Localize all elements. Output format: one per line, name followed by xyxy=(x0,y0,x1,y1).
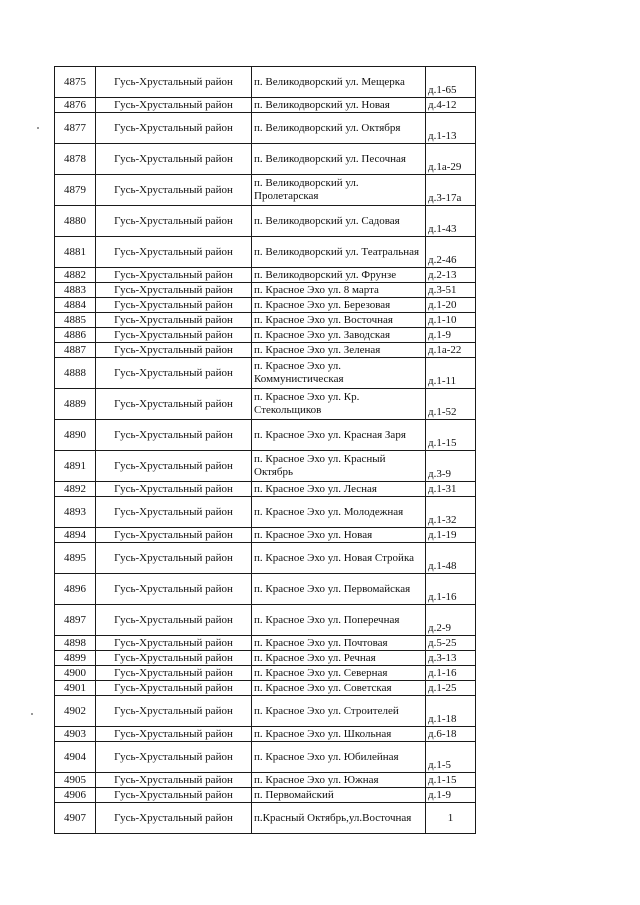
cell-number: 4900 xyxy=(55,666,96,681)
cell-district: Гусь-Хрустальный район xyxy=(96,237,252,268)
cell-address: п. Великодворский ул. Мещерка xyxy=(252,67,426,98)
cell-number: 4875 xyxy=(55,67,96,98)
cell-address: п. Красное Эхо ул. 8 марта xyxy=(252,283,426,298)
cell-number: 4880 xyxy=(55,206,96,237)
cell-house-range: д.2-46 xyxy=(426,237,476,268)
cell-number: 4893 xyxy=(55,497,96,528)
cell-district: Гусь-Хрустальный район xyxy=(96,666,252,681)
cell-number: 4888 xyxy=(55,358,96,389)
cell-number: 4881 xyxy=(55,237,96,268)
cell-address: п. Красное Эхо ул. Коммунистическая xyxy=(252,358,426,389)
cell-address: п. Красное Эхо ул. Школьная xyxy=(252,727,426,742)
cell-district: Гусь-Хрустальный район xyxy=(96,742,252,773)
table-row xyxy=(55,773,476,788)
cell-address: п. Красное Эхо ул. Речная xyxy=(252,651,426,666)
cell-house-range: д.3-17а xyxy=(426,175,476,206)
cell-number: 4898 xyxy=(55,636,96,651)
cell-house-range: д.1-16 xyxy=(426,574,476,605)
cell-district: Гусь-Хрустальный район xyxy=(96,636,252,651)
table-row xyxy=(55,574,476,605)
cell-address: п. Красное Эхо ул. Новая Стройка xyxy=(252,543,426,574)
cell-district: Гусь-Хрустальный район xyxy=(96,420,252,451)
cell-house-range: д.1-31 xyxy=(426,482,476,497)
cell-district: Гусь-Хрустальный район xyxy=(96,283,252,298)
table-row xyxy=(55,298,476,313)
cell-number: 4899 xyxy=(55,651,96,666)
cell-house-range: д.3-13 xyxy=(426,651,476,666)
cell-number: 4878 xyxy=(55,144,96,175)
cell-house-range: д.1-25 xyxy=(426,681,476,696)
cell-district: Гусь-Хрустальный район xyxy=(96,497,252,528)
cell-house-range: д.6-18 xyxy=(426,727,476,742)
cell-district: Гусь-Хрустальный район xyxy=(96,651,252,666)
table-row xyxy=(55,389,476,420)
cell-district: Гусь-Хрустальный район xyxy=(96,343,252,358)
table-row xyxy=(55,651,476,666)
cell-house-range: д.1-20 xyxy=(426,298,476,313)
cell-district: Гусь-Хрустальный район xyxy=(96,543,252,574)
cell-number: 4896 xyxy=(55,574,96,605)
cell-number: 4904 xyxy=(55,742,96,773)
cell-number: 4887 xyxy=(55,343,96,358)
table-row xyxy=(55,313,476,328)
cell-address: п. Красное Эхо ул. Красный Октябрь xyxy=(252,451,426,482)
cell-address: п. Великодворский ул. Октября xyxy=(252,113,426,144)
cell-address: п. Великодворский ул. Садовая xyxy=(252,206,426,237)
cell-district: Гусь-Хрустальный район xyxy=(96,482,252,497)
table-row xyxy=(55,636,476,651)
cell-address: п. Великодворский ул. Пролетарская xyxy=(252,175,426,206)
cell-address: п. Красное Эхо ул. Почтовая xyxy=(252,636,426,651)
table-row xyxy=(55,144,476,175)
cell-district: Гусь-Хрустальный район xyxy=(96,727,252,742)
cell-district: Гусь-Хрустальный район xyxy=(96,328,252,343)
cell-number: 4901 xyxy=(55,681,96,696)
cell-house-range: д.1-9 xyxy=(426,788,476,803)
cell-number: 4885 xyxy=(55,313,96,328)
table-row xyxy=(55,742,476,773)
cell-house-range: д.1а-22 xyxy=(426,343,476,358)
table-row xyxy=(55,497,476,528)
cell-address: п. Великодворский ул. Песочная xyxy=(252,144,426,175)
cell-house-range: д.1-15 xyxy=(426,420,476,451)
scan-speck xyxy=(31,713,33,715)
cell-number: 4882 xyxy=(55,268,96,283)
table-row xyxy=(55,420,476,451)
cell-house-range: д.1-5 xyxy=(426,742,476,773)
table-row xyxy=(55,451,476,482)
cell-address: п. Великодворский ул. Театральная xyxy=(252,237,426,268)
cell-house-range: д.1-48 xyxy=(426,543,476,574)
cell-district: Гусь-Хрустальный район xyxy=(96,773,252,788)
cell-district: Гусь-Хрустальный район xyxy=(96,268,252,283)
table-row xyxy=(55,237,476,268)
cell-number: 4902 xyxy=(55,696,96,727)
cell-house-range: д.1-18 xyxy=(426,696,476,727)
cell-address: п. Красное Эхо ул. Строителей xyxy=(252,696,426,727)
cell-address: п. Красное Эхо ул. Зеленая xyxy=(252,343,426,358)
table-row xyxy=(55,696,476,727)
cell-district: Гусь-Хрустальный район xyxy=(96,696,252,727)
cell-house-range: д.1-11 xyxy=(426,358,476,389)
cell-district: Гусь-Хрустальный район xyxy=(96,206,252,237)
cell-district: Гусь-Хрустальный район xyxy=(96,605,252,636)
cell-district: Гусь-Хрустальный район xyxy=(96,788,252,803)
table-row xyxy=(55,283,476,298)
cell-address: п. Красное Эхо ул. Березовая xyxy=(252,298,426,313)
table-row xyxy=(55,666,476,681)
cell-address: п. Красное Эхо ул. Южная xyxy=(252,773,426,788)
table-row xyxy=(55,788,476,803)
table-row xyxy=(55,67,476,98)
cell-district: Гусь-Хрустальный район xyxy=(96,389,252,420)
table-row xyxy=(55,681,476,696)
cell-number: 4877 xyxy=(55,113,96,144)
cell-house-range: д.1-19 xyxy=(426,528,476,543)
table-row xyxy=(55,528,476,543)
cell-district: Гусь-Хрустальный район xyxy=(96,144,252,175)
cell-number: 4879 xyxy=(55,175,96,206)
cell-district: Гусь-Хрустальный район xyxy=(96,175,252,206)
cell-house-range: д.1-13 xyxy=(426,113,476,144)
cell-house-range: д.1-43 xyxy=(426,206,476,237)
cell-address: п.Красный Октябрь,ул.Восточная xyxy=(252,803,426,834)
scan-speck xyxy=(37,127,39,129)
table-row xyxy=(55,543,476,574)
cell-number: 4889 xyxy=(55,389,96,420)
cell-number: 4895 xyxy=(55,543,96,574)
cell-address: п. Красное Эхо ул. Первомайская xyxy=(252,574,426,605)
cell-address: п. Красное Эхо ул. Лесная xyxy=(252,482,426,497)
cell-number: 4886 xyxy=(55,328,96,343)
cell-address: п. Великодворский ул. Новая xyxy=(252,98,426,113)
cell-district: Гусь-Хрустальный район xyxy=(96,358,252,389)
address-table xyxy=(54,66,476,834)
cell-district: Гусь-Хрустальный район xyxy=(96,113,252,144)
cell-address: п. Красное Эхо ул. Советская xyxy=(252,681,426,696)
cell-house-range: д.1-52 xyxy=(426,389,476,420)
cell-number: 4907 xyxy=(55,803,96,834)
cell-district: Гусь-Хрустальный район xyxy=(96,98,252,113)
cell-house-range: д.1-9 xyxy=(426,328,476,343)
cell-number: 4890 xyxy=(55,420,96,451)
table-row xyxy=(55,206,476,237)
table-row xyxy=(55,727,476,742)
cell-house-range: д.4-12 xyxy=(426,98,476,113)
cell-house-range: д.3-51 xyxy=(426,283,476,298)
cell-number: 4903 xyxy=(55,727,96,742)
cell-house-range: д.2-9 xyxy=(426,605,476,636)
cell-number: 4897 xyxy=(55,605,96,636)
table-row xyxy=(55,482,476,497)
table-row xyxy=(55,358,476,389)
cell-address: п. Красное Эхо ул. Юбилейная xyxy=(252,742,426,773)
cell-address: п. Красное Эхо ул. Новая xyxy=(252,528,426,543)
cell-address: п. Великодворский ул. Фрунзе xyxy=(252,268,426,283)
address-table-body xyxy=(55,67,476,834)
table-row xyxy=(55,343,476,358)
cell-address: п. Красное Эхо ул. Северная xyxy=(252,666,426,681)
cell-number: 4884 xyxy=(55,298,96,313)
cell-house-range: д.1-15 xyxy=(426,773,476,788)
cell-house-range: д.1-10 xyxy=(426,313,476,328)
cell-house-range: д.1-65 xyxy=(426,67,476,98)
cell-number: 4906 xyxy=(55,788,96,803)
cell-district: Гусь-Хрустальный район xyxy=(96,67,252,98)
cell-house-range: 1 xyxy=(426,803,476,834)
cell-house-range: д.1-16 xyxy=(426,666,476,681)
cell-district: Гусь-Хрустальный район xyxy=(96,528,252,543)
cell-district: Гусь-Хрустальный район xyxy=(96,298,252,313)
cell-number: 4894 xyxy=(55,528,96,543)
table-row xyxy=(55,113,476,144)
cell-number: 4883 xyxy=(55,283,96,298)
table-row xyxy=(55,605,476,636)
cell-address: п. Красное Эхо ул. Молодежная xyxy=(252,497,426,528)
table-row xyxy=(55,803,476,834)
cell-district: Гусь-Хрустальный район xyxy=(96,574,252,605)
cell-address: п. Красное Эхо ул. Поперечная xyxy=(252,605,426,636)
cell-district: Гусь-Хрустальный район xyxy=(96,681,252,696)
cell-address: п. Первомайский xyxy=(252,788,426,803)
cell-number: 4891 xyxy=(55,451,96,482)
table-row xyxy=(55,328,476,343)
cell-district: Гусь-Хрустальный район xyxy=(96,451,252,482)
cell-number: 4905 xyxy=(55,773,96,788)
cell-address: п. Красное Эхо ул. Заводская xyxy=(252,328,426,343)
table-row xyxy=(55,98,476,113)
cell-house-range: д.5-25 xyxy=(426,636,476,651)
cell-house-range: д.2-13 xyxy=(426,268,476,283)
cell-address: п. Красное Эхо ул. Восточная xyxy=(252,313,426,328)
cell-address: п. Красное Эхо ул. Красная Заря xyxy=(252,420,426,451)
cell-number: 4876 xyxy=(55,98,96,113)
cell-house-range: д.1а-29 xyxy=(426,144,476,175)
table-row xyxy=(55,175,476,206)
cell-house-range: д.3-9 xyxy=(426,451,476,482)
cell-number: 4892 xyxy=(55,482,96,497)
cell-district: Гусь-Хрустальный район xyxy=(96,803,252,834)
table-row xyxy=(55,268,476,283)
cell-district: Гусь-Хрустальный район xyxy=(96,313,252,328)
cell-address: п. Красное Эхо ул. Кр. Стекольщиков xyxy=(252,389,426,420)
cell-house-range: д.1-32 xyxy=(426,497,476,528)
